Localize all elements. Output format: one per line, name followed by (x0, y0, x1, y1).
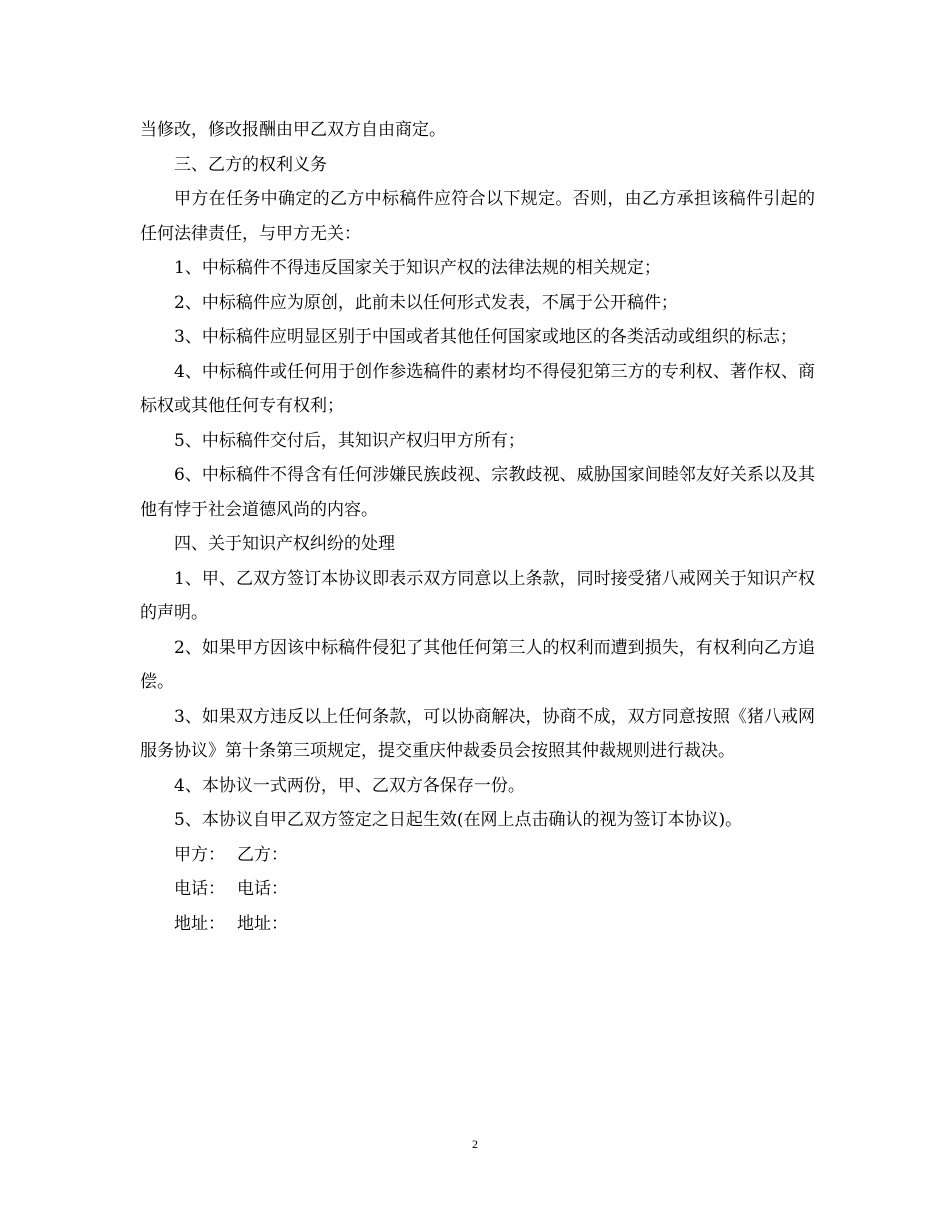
party-a-label: 甲方： (174, 844, 225, 865)
paragraph-intro: 甲方在任务中确定的乙方中标稿件应符合以下规定。否则，由乙方承担该稿件引起的任何法律责任，与甲方无关： (140, 189, 815, 244)
clause-3-1: 1、中标稿件不得违反国家关于知识产权的法律法规的相关规定； (174, 258, 661, 278)
signature-row-address (140, 907, 815, 942)
party-b-address-label: 地址： (237, 913, 288, 934)
document-body (140, 113, 815, 941)
clause-4-1: 1、甲、乙双方签订本协议即表示双方同意以上条款，同时接受猪八戒网关于知识产权的声明。 (140, 568, 815, 623)
clause-4-4: 4、本协议一式两份，甲、乙双方各保存一份。 (174, 775, 525, 796)
signature-row-party (140, 838, 815, 873)
party-b-label: 乙方： (237, 844, 288, 865)
clause-4-5: 5、本协议自甲乙双方签定之日起生效(在网上点击确认的视为签订本协议)。 (174, 810, 743, 830)
section-heading-3: 三、乙方的权利义务 (174, 154, 327, 175)
clause-4-3: 3、如果双方违反以上任何条款，可以协商解决，协商不成，双方同意按照《猪八戒网服务协议》第十条第三项规定，提交重庆仲裁委员会按照其仲裁规则进行裁决。 (140, 706, 815, 761)
section-heading-4: 四、关于知识产权纠纷的处理 (174, 534, 395, 554)
clause-3-6: 6、中标稿件不得含有任何涉嫌民族歧视、宗教歧视、威胁国家间睦邻友好关系以及其他有悖于社会道德风尚的内容。 (140, 465, 815, 520)
clause-3-2: 2、中标稿件应为原创，此前未以任何形式发表，不属于公开稿件； (174, 292, 678, 313)
clause-4-2: 2、如果甲方因该中标稿件侵犯了其他任何第三人的权利而遭到损失，有权利向乙方追偿。 (140, 637, 815, 692)
paragraph-continuation: 当修改，修改报酬由甲乙双方自由商定。 (140, 120, 446, 140)
clause-3-3: 3、中标稿件应明显区别于中国或者其他任何国家或地区的各类活动或组织的标志； (174, 327, 797, 347)
party-b-phone-label: 电话： (237, 879, 288, 899)
clause-3-4: 4、中标稿件或任何用于创作参选稿件的素材均不得侵犯第三方的专利权、著作权、商标权或其他任何专有权利； (140, 361, 815, 416)
clause-3-5: 5、中标稿件交付后，其知识产权归甲方所有； (174, 430, 525, 451)
signature-row-phone (140, 872, 815, 907)
party-a-phone-label: 电话： (174, 879, 225, 899)
page-number: 2 (472, 1137, 478, 1151)
party-a-address-label: 地址： (174, 913, 225, 934)
